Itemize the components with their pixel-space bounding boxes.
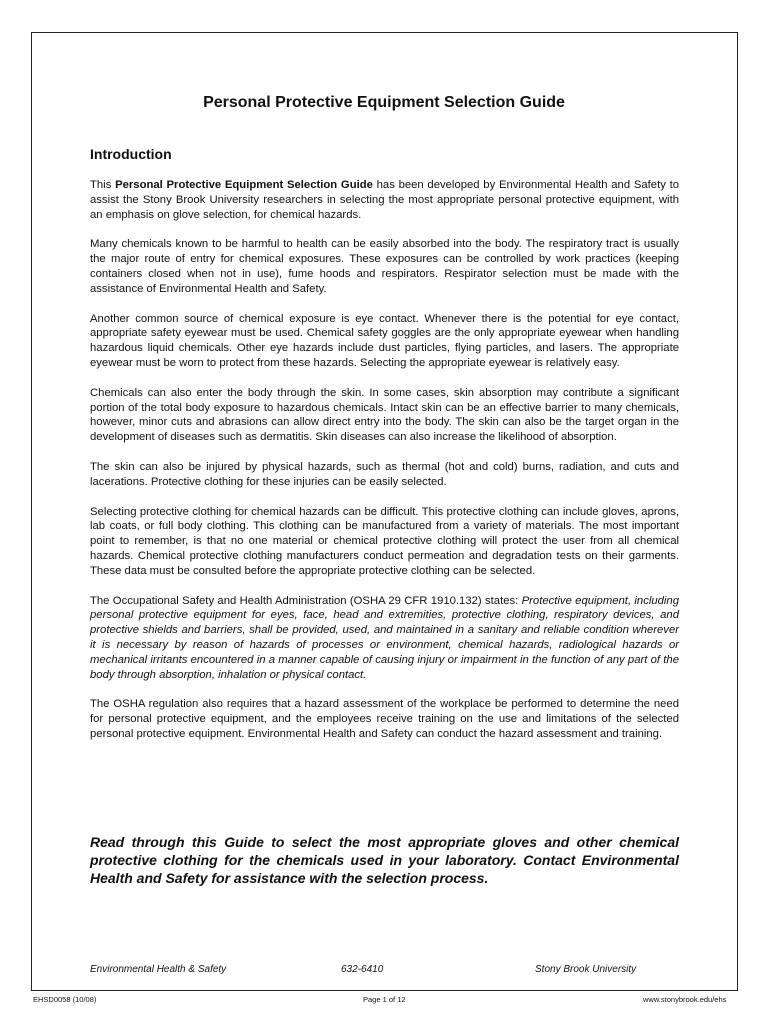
footer-department: Environmental Health & Safety <box>90 964 227 975</box>
p1-guide-name: Personal Protective Equipment Selection Guide <box>115 179 373 191</box>
section-heading: Introduction <box>90 146 172 162</box>
footer-university: Stony Brook University <box>535 964 637 975</box>
paragraph-7 <box>90 594 679 683</box>
paragraph-8: The OSHA regulation also requires that a hazard assessment of the workplace be performed to determine the need for personal protective equipment, and the employees receive training on the use and limitations of the selected personal protective equipment. Environmental Health and Safety can conduct the hazard assessment and training. <box>90 698 679 740</box>
paragraph-2: Many chemicals known to be harmful to health can be easily absorbed into the body. The respiratory tract is usually the major route of entry for chemical exposures. These exposures can be controlled by work practices (keeping containers closed when not in use), fume hoods and respirators. Respirator selection must be made with the assistance of Environmental Health and Safety. <box>90 238 679 295</box>
paragraph-1 <box>90 178 679 222</box>
paragraph-5: The skin can also be injured by physical hazards, such as thermal (hot and cold) burns, radiation, and cuts and lacerations. Protective clothing for these injuries can be easily selected. <box>90 460 679 488</box>
p1-text-start: This <box>90 179 116 191</box>
paragraph-3: Another common source of chemical exposure is eye contact. Whenever there is the potential for eye contact, appropriate safety eyewear must be used. Chemical safety goggles are the only appropriate eyewear when handling hazardous liquid chemicals. Other eye hazards include dust particles, flying particles, and lasers. The appropriate eyewear must be worn to protect from these hazards. Selecting the appropriate eyewear is relatively easy. <box>90 312 679 369</box>
p1-text-end: has been developed by Environmental Health and Safety to assist the Stony Brook University researchers in selecting the most appropriate personal protective equipment, with an emphasis on glove selection, for chemical hazards. <box>90 179 680 221</box>
p7-text-start: The Occupational Safety and Health Administration (OSHA 29 CFR 1910.132) states: <box>90 594 522 607</box>
footer-phone: 632-6410 <box>341 964 384 975</box>
document-title: Personal Protective Equipment Selection Guide <box>203 94 565 111</box>
document-body <box>90 178 679 757</box>
document-code: EHSD0058 (10/08) <box>33 995 97 1004</box>
callout-text: Read through this Guide to select the most appropriate gloves and other chemical protective clothing for the chemicals used in your laboratory. Contact Environmental Health and Safety for assistance with the selection process. <box>90 834 679 886</box>
paragraph-4: Chemicals can also enter the body through the skin. In some cases, skin absorption may contribute a significant portion of the total body exposure to hazardous chemicals. Intact skin can be an effective barrier to many chemicals, however, minor cuts and abrasions can allow direct entry into the body. The skin can also be the target organ in the development of diseases such as dermatitis. Skin diseases can also increase the likelihood of absorption. <box>90 386 679 444</box>
page-number: Page 1 of 12 <box>363 995 406 1004</box>
p7-osha-quote: Protective equipment, including personal protective equipment for eyes, face, head and extremities, protective clothing, respiratory devices, and protective shields and barriers, shall be provided, used, and maintained in a sanitary and reliable condition wherever it is necessary by reason of hazards of processes or environment, chemical hazards, radiological hazards or mechanical irritants encountered in a manner capable of causing injury or impairment in the function of any part of the body through absorption, inhalation or physical contact. <box>90 594 679 681</box>
website-link[interactable]: www.stonybrook.edu/ehs <box>643 995 727 1004</box>
paragraph-6: Selecting protective clothing for chemical hazards can be difficult. This protective clothing can include gloves, aprons, lab coats, or full body clothing. This clothing can be manufactured from a variety of materials. The most important point to remember, is that no one material or chemical protective clothing will protect the user from all chemical hazards. Chemical protective clothing manufacturers conduct permeation and degradation tests on their garments. These data must be consulted before the appropriate protective clothing can be selected. <box>90 505 679 577</box>
